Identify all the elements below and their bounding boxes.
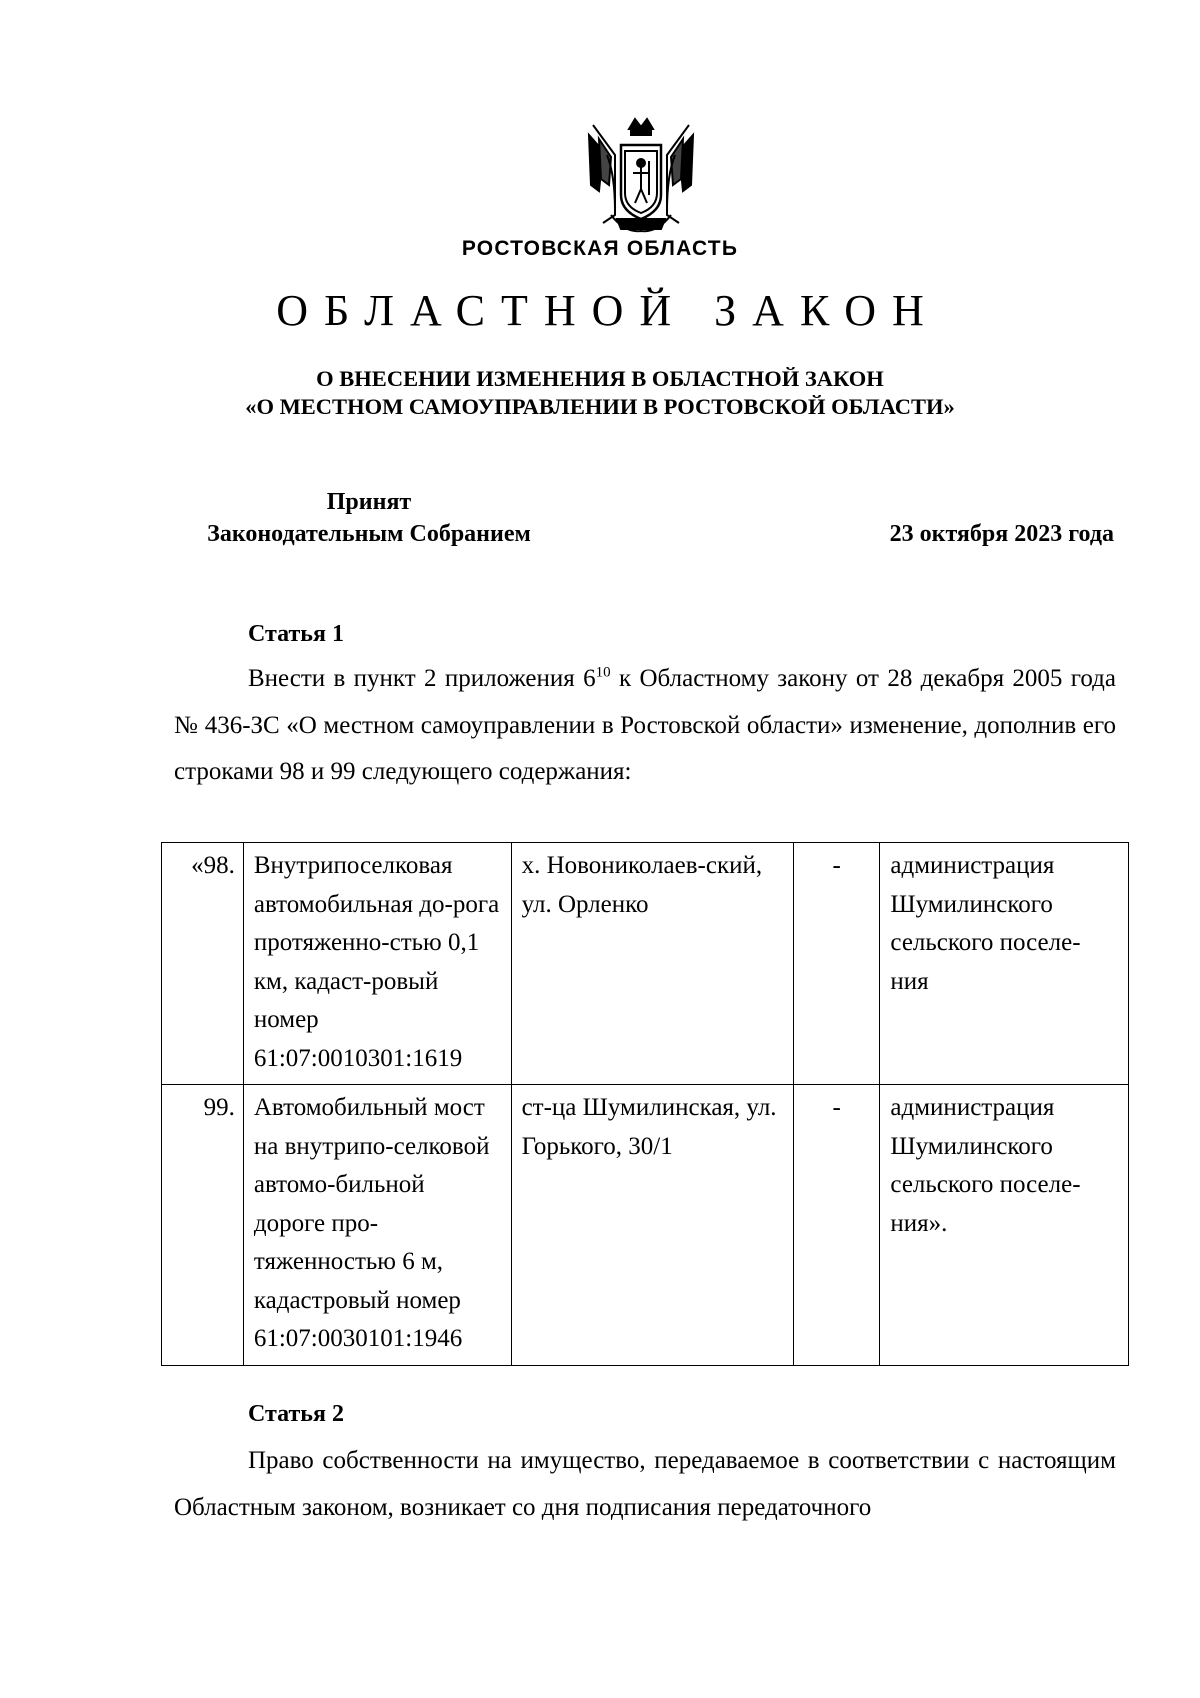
row-object: Внутрипоселковая автомобильная до-рога протяженно-стью 0,1 км, кадаст-ровый номер 61:07:0010301:1619	[243, 843, 511, 1085]
amendment-table	[161, 842, 1129, 1366]
article-1-text-end: к Областному закону от 28 декабря 2005 года № 436-ЗС «О местном самоуправлении в Ростовской области» изменение, дополнив его строками 98 и 99 следующего содержания:	[174, 665, 1117, 785]
row-number: «98.	[162, 843, 244, 1085]
row-address: х. Новониколаев-ский, ул. Орленко	[511, 843, 793, 1085]
article-1-text	[174, 656, 1116, 796]
adoption-date: 23 октября 2023 года	[889, 521, 1114, 547]
row-owner: администрация Шумилинского сельского поселе-ния».	[880, 1085, 1129, 1366]
law-subject-line-2: «О МЕСТНОМ САМОУПРАВЛЕНИИ В РОСТОВСКОЙ ОБЛАСТИ»	[245, 394, 955, 419]
row-number: 99.	[162, 1085, 244, 1366]
law-subject	[0, 365, 1200, 421]
article-1-superscript: 10	[595, 664, 611, 681]
law-type-title: ОБЛАСТНОЙ ЗАКОН	[276, 286, 940, 335]
adoption-line-2: Законодательным Собранием	[207, 521, 531, 547]
row-dash: -	[793, 1085, 880, 1366]
region-name: РОСТОВСКАЯ ОБЛАСТЬ	[461, 237, 739, 260]
adoption-line-1: Принят	[326, 489, 412, 515]
article-1-text-start: Внести в пункт 2 приложения 6	[248, 665, 596, 692]
coat-of-arms-icon	[585, 115, 697, 235]
row-owner: администрация Шумилинского сельского поселе-ния	[880, 843, 1129, 1085]
row-object: Автомобильный мост на внутрипо-селковой автомо-бильной дороге про-тяженностью 6 м, кадастровый номер 61:07:0030101:1946	[243, 1085, 511, 1366]
row-address: ст-ца Шумилинская, ул. Горького, 30/1	[511, 1085, 793, 1366]
table-row	[162, 843, 1129, 1085]
article-1-heading: Статья 1	[248, 621, 344, 647]
article-2-text: Право собственности на имущество, передаваемое в соответствии с настоящим Областным законом, возникает со дня подписания передаточного	[174, 1447, 1116, 1521]
law-subject-line-1: О ВНЕСЕНИИ ИЗМЕНЕНИЯ В ОБЛАСТНОЙ ЗАКОН	[316, 366, 884, 391]
adoption-body	[176, 486, 562, 550]
article-2-heading: Статья 2	[248, 1401, 344, 1427]
table-row	[162, 1085, 1129, 1366]
row-dash: -	[793, 843, 880, 1085]
